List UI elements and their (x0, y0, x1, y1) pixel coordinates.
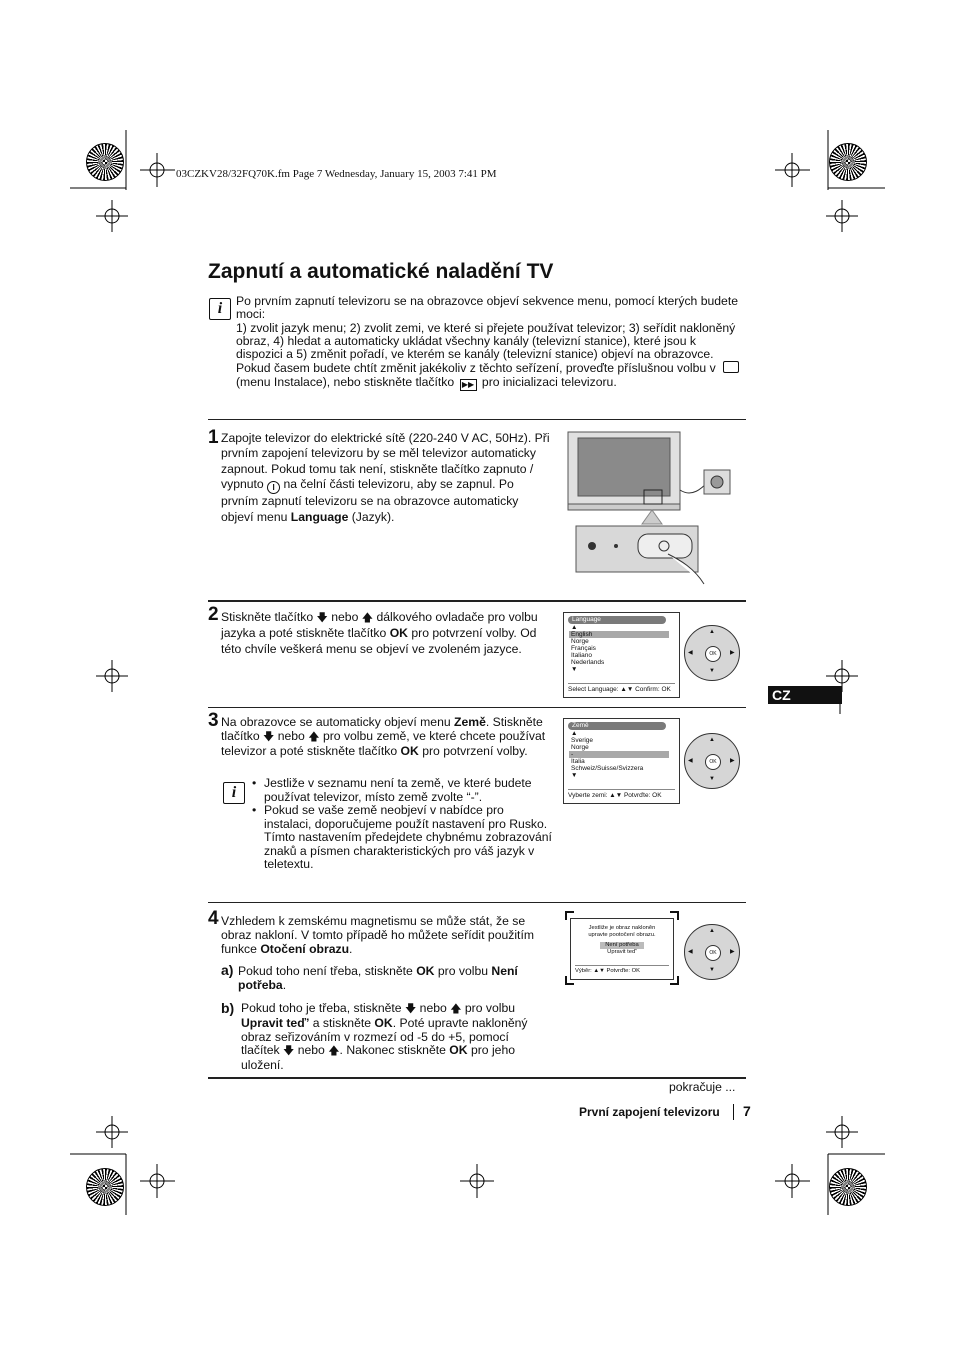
step-4-a-text (238, 964, 548, 992)
country-menu-footer: Vyberte zemi: ▲▼ Potvrďte: OK (568, 789, 675, 800)
language-side-tab: CZ (768, 686, 842, 704)
intro-line2: 1) zvolit jazyk menu; 2) zvolit zemi, ve které si přejete používat televizor; 3) seřídit nakloněný obraz, 4) hledat a automaticky ukládat všechny kanály (televizní stanice), které jsou k dispozici a 5) změnit pořadí, ve kterém se kanály (televizní stanice) objeví na obrazovce. (236, 320, 736, 362)
intro-line3a: Pokud časem budete chtít změnit jakékoliv z těchto seřízení, proveďte příslušnou volbu v (236, 361, 716, 376)
step-3-note-1: Jestliže v seznamu není ta země, ve které budete používat televizor, místo země zvolte “-”. (264, 776, 532, 804)
language-item-english: English (569, 631, 669, 638)
tilt-option-1: Není potřeba (600, 942, 644, 949)
step-4-b-t5: . Poté upravte nakloněný obraz seřizováním v rozmezí od -5 do +5, pomocí tlačítek (241, 1015, 528, 1058)
tilt-option-2: Upravit teď’ (607, 949, 637, 955)
country-item-sverige: Sverige (571, 737, 594, 744)
tilt-line-2: upravte pootočení obrazu. (588, 932, 656, 938)
step-4-a-t3: . (282, 978, 287, 992)
step-3-text (221, 716, 551, 758)
arrow-down-icon: 🡇 (404, 1003, 417, 1015)
remote-control-icon: OK ▲ ▼ ◀ ▶ (684, 625, 740, 681)
remote-control-icon: OK ▲ ▼ ◀ ▶ (684, 733, 740, 789)
country-item-norge: Norge (571, 744, 589, 751)
step-3-number: 3 (208, 710, 219, 731)
step-2-t1: Stiskněte tlačítko (221, 610, 314, 624)
remote-control-icon: OK ▲ ▼ ◀ ▶ (684, 924, 740, 980)
step-4-text (221, 914, 551, 957)
country-menu-down: ▼ (571, 772, 578, 779)
step-4-b-b1: Upravit teď’ (241, 1015, 310, 1030)
step-1-text (221, 431, 551, 525)
country-item-schweiz: Schweiz/Suisse/Svizzera (571, 765, 644, 772)
power-icon: I (267, 481, 280, 494)
divider-5 (208, 1077, 746, 1079)
intro-line1: Po prvním zapnutí televizoru se na obrazovce objeví sekvence menu, pomocí kterých budete moci: (236, 294, 738, 322)
step-4-a-b1: OK (416, 964, 435, 978)
intro-text (236, 295, 746, 391)
step-4-a-t1: Pokud toho není třeba, stiskněte (238, 964, 413, 978)
divider-2 (208, 600, 746, 602)
step-2-number: 2 (208, 604, 219, 625)
step-3-t5: pro potvrzení volby. (422, 743, 528, 758)
step-3-b2: OK (400, 743, 419, 758)
country-item-italia: Italia (571, 758, 585, 765)
step-1-t3: (Jazyk). (351, 509, 395, 524)
language-item-nederlands: Nederlands (571, 659, 605, 666)
arrow-down-icon: 🡇 (283, 1045, 295, 1058)
step-4-b-b3: OK (449, 1043, 468, 1058)
step-2-b1: OK (389, 626, 408, 641)
country-menu-screen (563, 718, 680, 804)
intro-line3c: pro inicializaci televizoru. (481, 374, 617, 389)
country-menu-up: ▲ (571, 730, 578, 737)
step-4-b-b2: OK (374, 1015, 393, 1030)
arrow-up-icon: 🡅 (450, 1003, 462, 1015)
step-1-number: 1 (208, 427, 219, 448)
step-4-a-b2: Není potřeba (238, 964, 518, 992)
step-3-note-2: Pokud se vaše země neobjeví v nabídce pro instalaci, doporučujeme použít nastavení pro Rusko. Tímto nastavením předejdete chybnému zobrazování znaků a písmen charakteristických pro váš jazyk v teletextu. (264, 803, 552, 871)
step-3-t2: . Stiskněte tlačítko (221, 715, 543, 743)
language-menu-down: ▼ (571, 666, 578, 673)
language-menu-title: Language (568, 616, 666, 624)
divider-1 (208, 419, 746, 420)
step-2-text (221, 610, 551, 657)
step-4-b-text (241, 1002, 546, 1073)
tilt-menu-screen (570, 918, 674, 980)
tv-illustration (562, 428, 742, 588)
page-number: 7 (743, 1103, 751, 1119)
tilt-line-1: Jestliže je obraz nakloněn (588, 925, 656, 931)
step-4-a-t2: pro volbu (437, 964, 489, 978)
arrow-up-icon: 🡅 (361, 612, 374, 624)
divider-3 (208, 707, 746, 708)
step-3-t3: nebo (277, 728, 305, 743)
install-menu-icon (723, 361, 739, 373)
language-menu-footer: Select Language: ▲▼ Confirm: OK (568, 683, 675, 694)
arrow-down-icon: 🡇 (316, 612, 328, 624)
language-menu-up: ▲ (571, 624, 578, 631)
step-1-b1: Language (290, 509, 349, 524)
footer-divider (733, 1104, 734, 1120)
arrow-up-icon: 🡅 (328, 1045, 340, 1058)
step-4-t1: Vzhledem k zemskému magnetismu se může stát, že se obraz nakloní. V tomto případě ho můžete seřídit použitím funkce (221, 914, 534, 957)
step-4-b-t3: pro volbu (464, 1001, 516, 1015)
intro-line3 (236, 361, 746, 390)
arrow-up-icon: 🡅 (308, 730, 320, 743)
country-menu-title: Země (568, 722, 666, 730)
language-item-norge: Norge (571, 638, 589, 645)
step-1-t2: na čelní části televizoru, aby se zapnul. Po prvním zapnutí televizoru se na obrazovce automaticky objeví menu (221, 477, 519, 524)
step-3-t1: Na obrazovce se automaticky objeví menu (221, 715, 451, 729)
step-4-number: 4 (208, 908, 219, 929)
step-4-b1: Otočení obrazu (260, 942, 350, 957)
step-3-b1: Země (454, 715, 486, 729)
footer-section: První zapojení televizoru (579, 1105, 720, 1119)
step-2-t3: dálkového ovladače pro volbu jazyka a poté stiskněte tlačítko (221, 610, 538, 641)
page-title: Zapnutí a automatické naladění TV (208, 260, 554, 283)
step-1-t1: Zapojte televizor do elektrické sítě (220-240 V AC, 50Hz). Při prvním zapojení televizoru by se měl televizor automaticky zapnout. Pokud tomu tak není, stiskněte tlačítko zapnuto / vypnuto (221, 431, 550, 492)
step-4-b-t8: pro jeho uložení. (241, 1043, 516, 1073)
step-4-t2: . (349, 942, 353, 957)
step-4-b-t4: a stiskněte (312, 1015, 372, 1030)
step-4-b-t6: nebo (297, 1043, 325, 1058)
country-item-dash: - (569, 751, 669, 758)
step-4-b-label: b) (221, 1000, 235, 1016)
step-2-t4: pro potvrzení volby. Od této chvíle veškerá menu se objeví ve zvoleném jazyce. (221, 626, 537, 656)
step-4-b-t7: . Nakonec stiskněte (339, 1043, 446, 1058)
arrow-down-icon: 🡇 (263, 730, 275, 743)
continues-label: pokračuje ... (669, 1080, 736, 1094)
step-2-t2: nebo (331, 610, 359, 624)
tilt-menu-footer: Výběr: ▲▼ Potvrďte: OK (575, 965, 669, 976)
step-3-notes: • Jestliže v seznamu není ta země, ve které budete používat televizor, místo země zvolte “-”. • Pokud se vaše země neobjeví v nabídce pro instalaci, doporučujeme použít nastavení pro Rusko. Tímto nastavením předejdete chybnému zobrazování znaků a písmen charakteristických pro váš jazyk v teletextu. (252, 776, 552, 871)
info-icon: i (209, 298, 231, 320)
language-item-italiano: Italiano (571, 652, 592, 659)
language-item-francais: Français (571, 645, 596, 652)
step-4-b-t2: nebo (419, 1001, 447, 1015)
file-info-header: 03CZKV28/32FQ70K.fm Page 7 Wednesday, January 15, 2003 7:41 PM (176, 168, 497, 180)
divider-4 (208, 902, 746, 903)
info-icon: i (223, 782, 245, 804)
step-4-b-t1: Pokud toho je třeba, stiskněte (241, 1001, 402, 1015)
language-menu-screen (563, 612, 680, 698)
step-4-a-label: a) (221, 962, 234, 978)
reset-button-icon: ▶▶ (460, 379, 477, 391)
intro-line3b: (menu Instalace), nebo stiskněte tlačítko (236, 374, 455, 389)
step-3-t4: pro volbu země, ve které chcete používat televizor a poté stiskněte tlačítko (221, 728, 546, 758)
